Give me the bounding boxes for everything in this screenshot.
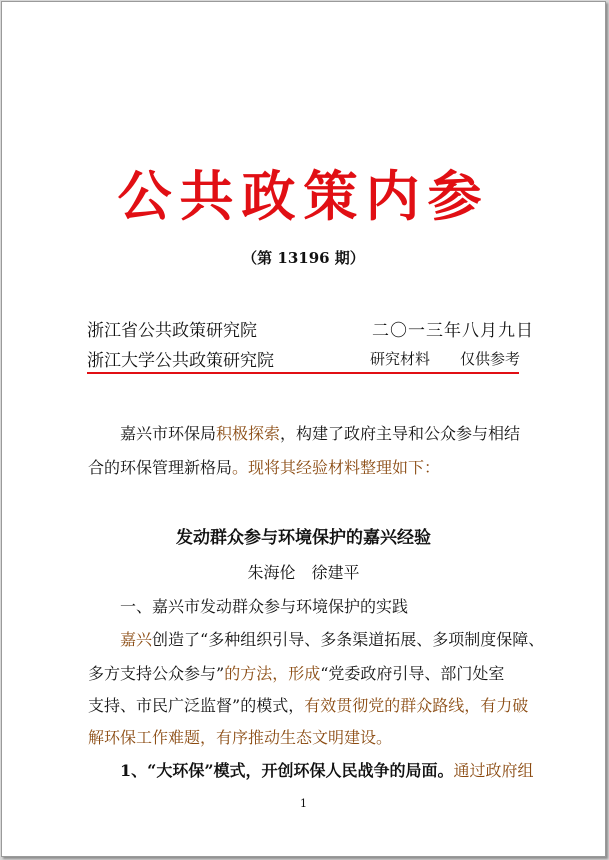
org-name-2: 浙江大学公共政策研究院 xyxy=(87,351,274,371)
issue-number: （第 13196 期） xyxy=(242,249,365,267)
section-heading: 一、嘉兴市发动群众参与环境保护的实践 xyxy=(120,597,409,616)
text-highlight: 的方法，形成 xyxy=(224,664,321,683)
page-number: 1 xyxy=(300,797,307,810)
page-title: 公共政策内参 xyxy=(117,164,490,228)
intro-highlight: 积极探索 xyxy=(216,424,281,443)
article-authors: 朱海伦 徐建平 xyxy=(247,563,360,582)
intro-text: 嘉兴市环保局 xyxy=(120,424,217,443)
paragraph-line xyxy=(120,763,534,779)
text-highlight: 嘉兴 xyxy=(120,630,153,649)
text-run: 多方支持公众参与” xyxy=(88,664,225,683)
document-page xyxy=(1,1,606,857)
text-run: 支持、市民广泛监督” xyxy=(88,696,241,715)
divider-rule xyxy=(87,372,519,374)
text-highlight: 有效贯彻党的群众路线，有力破 xyxy=(304,696,529,715)
intro-line-1 xyxy=(120,426,520,442)
text-highlight: 通过政府组 xyxy=(453,761,534,780)
intro-highlight: 。现将其经验材料整理如下： xyxy=(232,458,441,477)
paragraph-line: 解环保工作难题，有序推动生态文明建设。 xyxy=(88,728,393,747)
paragraph-line xyxy=(120,632,544,648)
paragraph-line xyxy=(88,698,528,714)
text-run: 的模式， xyxy=(240,696,305,715)
text-run: “党委政府引导、部门处室 xyxy=(320,664,505,683)
text-run: 创造了“多种组织引导、多条渠道拓展、多项制度保障、 xyxy=(152,630,545,649)
org-name-1: 浙江省公共政策研究院 xyxy=(87,321,257,341)
article-title: 发动群众参与环境保护的嘉兴经验 xyxy=(176,528,431,548)
paragraph-line xyxy=(88,666,504,682)
issue-date: 二〇一三年八月九日 xyxy=(372,321,534,341)
intro-line-2 xyxy=(88,460,440,476)
usage-note: 研究材料 仅供参考 xyxy=(370,350,521,368)
subheading-run: 1、“大环保”模式，开创环保人民战争的局面。 xyxy=(120,761,454,780)
intro-text: 合的环保管理新格局 xyxy=(88,458,233,477)
intro-text: ，构建了政府主导和公众参与相结 xyxy=(280,424,521,443)
